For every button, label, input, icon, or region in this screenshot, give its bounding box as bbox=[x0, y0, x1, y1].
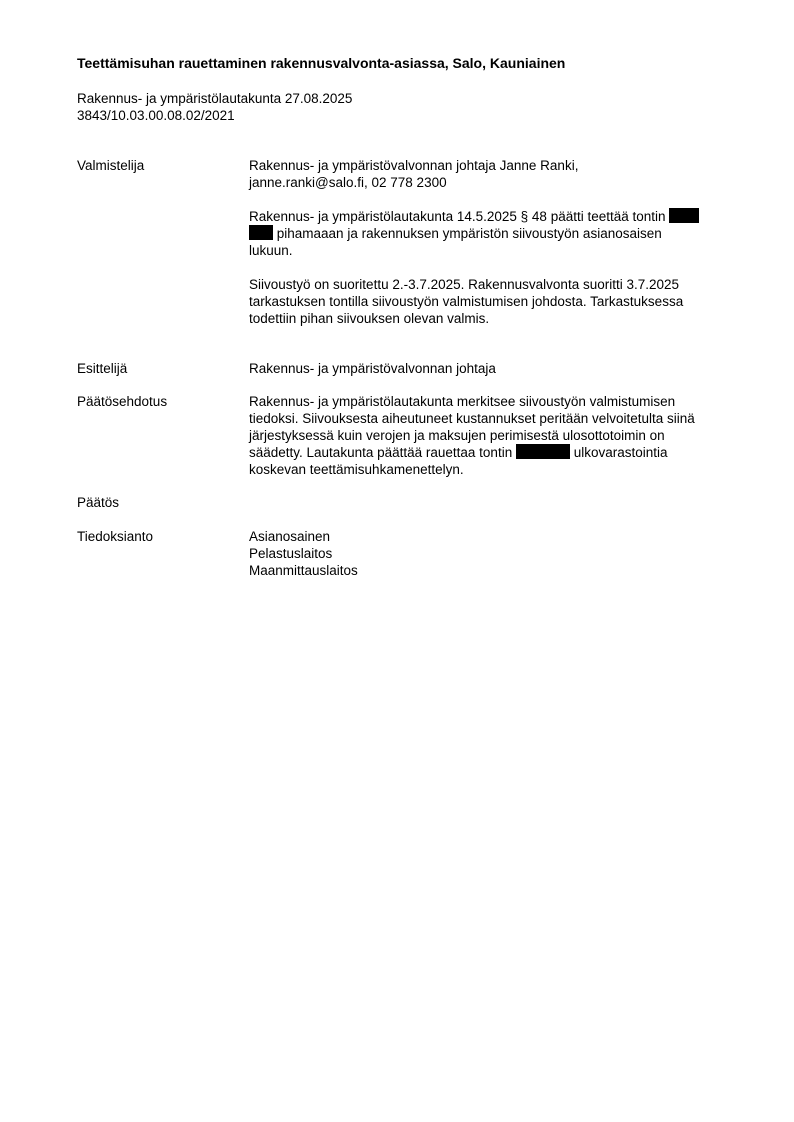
recipient-item: Pelastuslaitos bbox=[249, 546, 333, 561]
document-meta bbox=[77, 90, 352, 124]
proposal-line-2: tiedoksi. Siivouksesta aiheutuneet kustannukset peritään velvoitetulta siinä bbox=[249, 411, 695, 426]
inspection-line-2: tarkastuksen tontilla siivoustyön valmistumisen johdosta. Tarkastuksessa bbox=[249, 294, 684, 309]
esittelija-label: Esittelijä bbox=[77, 361, 128, 376]
proposal-paragraph bbox=[249, 393, 739, 478]
proposal-line-3: järjestyksessä kuin verojen ja maksujen perimisestä ulosottotoimin on bbox=[249, 428, 665, 443]
preparer-name: Rakennus- ja ympäristövalvonnan johtaja Janne Ranki, bbox=[249, 158, 579, 173]
proposal-line-4a: säädetty. Lautakunta päättää rauettaa tontin bbox=[249, 445, 513, 460]
proposal-line-1: Rakennus- ja ympäristölautakunta merkitsee siivoustyön valmistumisen bbox=[249, 394, 676, 409]
record-number: 3843/10.03.00.08.02/2021 bbox=[77, 108, 235, 123]
document-title: Teettämisuhan rauettaminen rakennusvalvonta-asiassa, Salo, Kauniainen bbox=[77, 55, 566, 71]
esittelija-content bbox=[249, 360, 739, 377]
presenter-text: Rakennus- ja ympäristövalvonnan johtaja bbox=[249, 361, 496, 376]
inspection-line-3: todettiin pihan siivouksen olevan valmis. bbox=[249, 311, 490, 326]
proposal-line-5: koskevan teettämisuhkamenettelyn. bbox=[249, 462, 464, 477]
history-line-2: pihamaaan ja rakennuksen ympäristön siivoustyön asianosaisen bbox=[276, 226, 662, 241]
tiedoksianto-label: Tiedoksianto bbox=[77, 529, 154, 544]
valmistelija-label: Valmistelija bbox=[77, 158, 145, 173]
tiedoksianto-content bbox=[249, 528, 739, 579]
recipient-item: Maanmittauslaitos bbox=[249, 563, 358, 578]
redaction-block bbox=[669, 208, 699, 223]
redaction-block bbox=[516, 444, 570, 459]
paatosehdotus-label: Päätösehdotus bbox=[77, 394, 168, 409]
meeting-line: Rakennus- ja ympäristölautakunta 27.08.2025 bbox=[77, 91, 353, 106]
paatos-label: Päätös bbox=[77, 495, 120, 510]
history-line-1: Rakennus- ja ympäristölautakunta 14.5.2025 § 48 päätti teettää tontin bbox=[249, 209, 666, 224]
proposal-line-4b: ulkovarastointia bbox=[573, 445, 668, 460]
preparer-paragraph bbox=[249, 157, 739, 191]
redaction-block bbox=[249, 225, 273, 240]
inspection-line-1: Siivoustyö on suoritettu 2.-3.7.2025. Rakennusvalvonta suoritti 3.7.2025 bbox=[249, 277, 680, 292]
paatosehdotus-content bbox=[249, 393, 739, 478]
valmistelija-content bbox=[249, 157, 739, 327]
inspection-paragraph bbox=[249, 276, 739, 327]
history-line-3: lukuun. bbox=[249, 243, 293, 258]
preparer-contact: janne.ranki@salo.fi, 02 778 2300 bbox=[249, 175, 447, 190]
recipient-item: Asianosainen bbox=[249, 529, 331, 544]
decision-history-paragraph bbox=[249, 208, 739, 259]
